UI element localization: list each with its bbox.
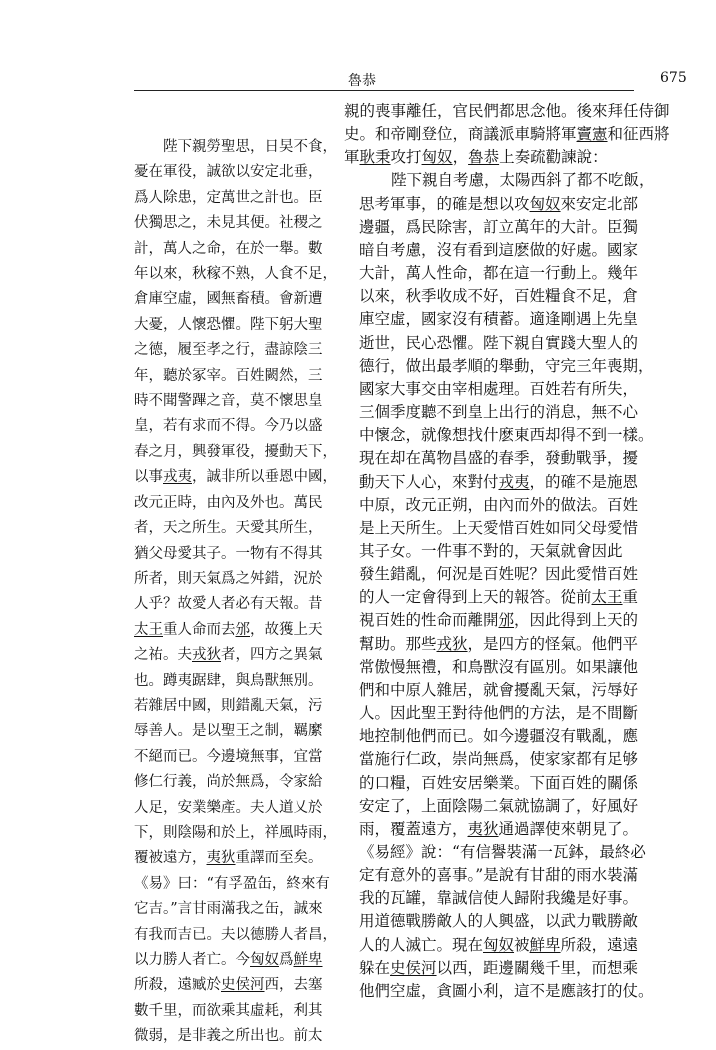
proper-noun: 匈奴 [483,935,515,954]
text-line: 之德，履至孝之行，盡諒陰三 [134,342,323,359]
text-line: 微弱，是非義之所出也。前太 [134,1028,323,1045]
running-header-title: 魯恭 [348,73,376,89]
text-line: 的口糧，百姓安居樂業。下面百姓的關係 [359,773,639,792]
text-line: 皇，若有求而不得。今乃以盛 [134,418,323,435]
text-line: 太王重人命而去邠，故獲上天 [134,621,323,638]
text-line: 有我而吉已。夫以德勝人者昌， [134,926,337,943]
text-line: 陛下親自考慮，太陽西斜了都不吃飯， [391,171,655,190]
text-line: 覆被遠方，夷狄重譯而至矣。 [134,850,323,867]
text-line: 年，聽於冢宰。百姓闕然，三 [134,367,323,384]
text-line: 修仁行義，尚於無爲，令家給 [134,774,323,791]
text-line: 我的瓦罐，靠誠信使人歸附我纔是好事。 [359,889,639,908]
text-line: 人的人滅亡。現在匈奴被鮮卑所殺，遠遠 [359,935,639,954]
text-line: 《易》曰：“有孚盈缶，終來有 [134,875,330,892]
text-line: 德行，做出最孝順的舉動，守完三年喪期， [359,356,654,375]
text-line: 思考軍事，的確是想以攻匈奴來安定北部 [359,194,639,213]
text-line: 人足，安業樂產。夫人道乂於 [134,799,323,816]
text-line: 地控制他們而已。如今邊疆沒有戰亂，應 [359,727,639,746]
text-line: 數千里，而欲乘其虛耗，利其 [134,1002,323,1019]
text-line: 倉庫空虛，國無畜積。會新遭 [134,291,323,308]
text-line: 國家大事交由宰相處理。百姓若有所失， [359,379,639,398]
proper-noun: 史侯河 [390,958,437,977]
proper-noun: 匈奴 [421,148,453,167]
proper-noun: 匈奴 [250,952,279,968]
proper-noun: 邠 [498,611,515,630]
text-line: 春之月，興發軍役，擾動天下， [134,443,337,460]
proper-noun: 戎夷 [163,469,192,486]
text-line: 動天下人心，來對付戎夷，的確不是施恩 [359,472,639,491]
text-line: 者，天之所生。天愛其所生， [134,520,323,537]
text-line: 人乎？故愛人者必有天報。昔 [134,596,323,613]
proper-noun: 竇憲 [576,125,608,144]
text-line: 親的喪事離任，官民們都思念他。後來拜任侍御 [344,102,670,120]
proper-noun: 魯恭 [468,148,500,167]
text-line: 三個季度聽不到皇上出行的消息，無不心 [359,403,639,422]
text-line: 下，則陰陽和於上，祥風時雨， [134,824,337,841]
text-line: 以來，秋季收成不好，百姓糧食不足，倉 [359,287,639,306]
text-line: 中懷念，就像想找什麽東西却得不到一樣。 [359,426,654,445]
text-line: 也。蹲夷踞肆，與鳥獸無別。 [134,672,323,689]
proper-noun: 戎夷 [498,472,530,491]
text-line: 辱善人。是以聖王之制，羈縻 [134,723,323,740]
text-line: 安定了，上面陰陽二氣就協調了，好風好 [359,796,639,815]
text-line: 用道德戰勝敵人的人興盛，以武力戰勝敵 [359,912,639,931]
text-line: 伏獨思之，未見其便。社稷之 [134,215,323,232]
text-line: 庫空虛，國家沒有積蓄。適逢剛遇上先皇 [359,310,639,329]
text-line: 他們空虛，貪圖小利，這不是應該打的仗。 [359,981,654,1000]
text-line: 中原，改元正朔，由內而外的做法。百姓 [359,495,639,514]
proper-noun: 夷狄 [467,819,499,838]
text-line: 大計，萬人性命，都在這一行動上。幾年 [359,264,639,283]
classical-text-column [134,135,337,1050]
text-line: 時不聞警蹕之音，莫不懷思皇 [134,393,323,410]
text-line: 以事戎夷，誠非所以垂恩中國， [134,469,337,486]
text-line: 雨，覆蓋遠方，夷狄通過譯使來朝見了。 [359,819,639,838]
text-line: 猶父母愛其子。一物有不得其 [134,545,323,562]
text-line: 它吉。”言甘雨滿我之缶，誠來 [134,901,323,918]
text-line: 躲在史侯河以西，距邊關幾千里，而想乘 [359,958,639,977]
text-line: 改元正時，由內及外也。萬民 [134,494,323,511]
text-line: 們和中原人雜居，就會擾亂天氣，污辱好 [359,680,639,699]
proper-noun: 邠 [235,621,250,638]
text-line: 不絕而已。今邊境無事，宜當 [134,748,323,765]
proper-noun: 鮮卑 [293,952,323,968]
proper-noun: 太王 [134,621,163,638]
proper-noun: 太王 [591,588,623,607]
text-line: 大憂，人懷恐懼。陛下躬大聖 [134,316,323,333]
proper-noun: 夷狄 [206,850,236,867]
text-line: 若雜居中國，則錯亂天氣，污 [134,697,323,714]
page-number: 675 [660,70,687,86]
text-line: 的人一定會得到上天的報答。從前太王重 [359,588,639,607]
text-line: 常傲慢無禮，和鳥獸沒有區別。如果讓他 [359,657,639,676]
text-line: 以力勝人者亡。今匈奴爲鮮卑 [134,952,323,968]
proper-noun: 鮮卑 [529,935,561,954]
text-line: 史。和帝剛登位，商議派車騎將軍竇憲和征西將 [344,125,670,144]
text-line: 軍耿秉攻打匈奴，魯恭上奏疏勸諫說： [344,148,608,167]
text-line: 人。因此聖王對待他們的方法，是不間斷 [359,704,639,723]
proper-noun: 匈奴 [529,194,561,213]
proper-noun: 耿秉 [359,148,391,167]
proper-noun: 戎狄 [192,647,221,664]
text-line: 邊疆，爲民除害，訂立萬年的大計。臣獨 [359,217,639,236]
text-line: 是上天所生。上天愛惜百姓如同父母愛惜 [359,518,639,537]
text-line: 發生錯亂，何況是百姓呢？因此愛惜百姓 [359,565,639,584]
text-line: 所殺，遠臧於史侯河西，去塞 [134,977,323,994]
text-line: 年以來，秋稼不熟，人食不足， [134,266,337,283]
header-rule [134,90,634,91]
text-line: 陛下親勞聖思，日旲不食， [163,139,337,155]
text-line: 視百姓的性命而離開邠，因此得到上天的 [359,611,639,630]
text-line: 其子女。一件事不對的，天氣就會因此 [359,541,623,560]
text-line: 現在却在萬物昌盛的春季，發動戰爭，擾 [359,449,639,468]
text-line: 《易經》說：“有信譽裝滿一瓦鉢，最終必 [359,843,646,861]
text-line: 定有意外的喜事。”是說有甘甜的雨水裝滿 [359,866,639,885]
text-line: 爲人除患，定萬世之計也。臣 [134,189,323,206]
text-line: 當施行仁政，崇尚無爲，使家家都有足够 [359,750,639,769]
text-line: 計，萬人之命，在於一舉。數 [134,240,323,257]
proper-noun: 戎狄 [436,634,468,653]
proper-noun: 史侯河 [221,977,265,994]
text-line: 憂在軍役，誠欲以安定北垂， [134,164,323,181]
translation-column [344,100,670,1003]
text-line: 逝世，民心恐懼。陛下親自實踐大聖人的 [359,333,639,352]
text-line: 暗自考慮，沒有看到這麽做的好處。國家 [359,240,639,259]
text-line: 所者，則天氣爲之舛錯，況於 [134,570,323,587]
text-line: 幫助。那些戎狄，是四方的怪氣。他們平 [359,634,639,653]
text-line: 之祐。夫戎狄者，四方之異氣 [134,647,323,664]
